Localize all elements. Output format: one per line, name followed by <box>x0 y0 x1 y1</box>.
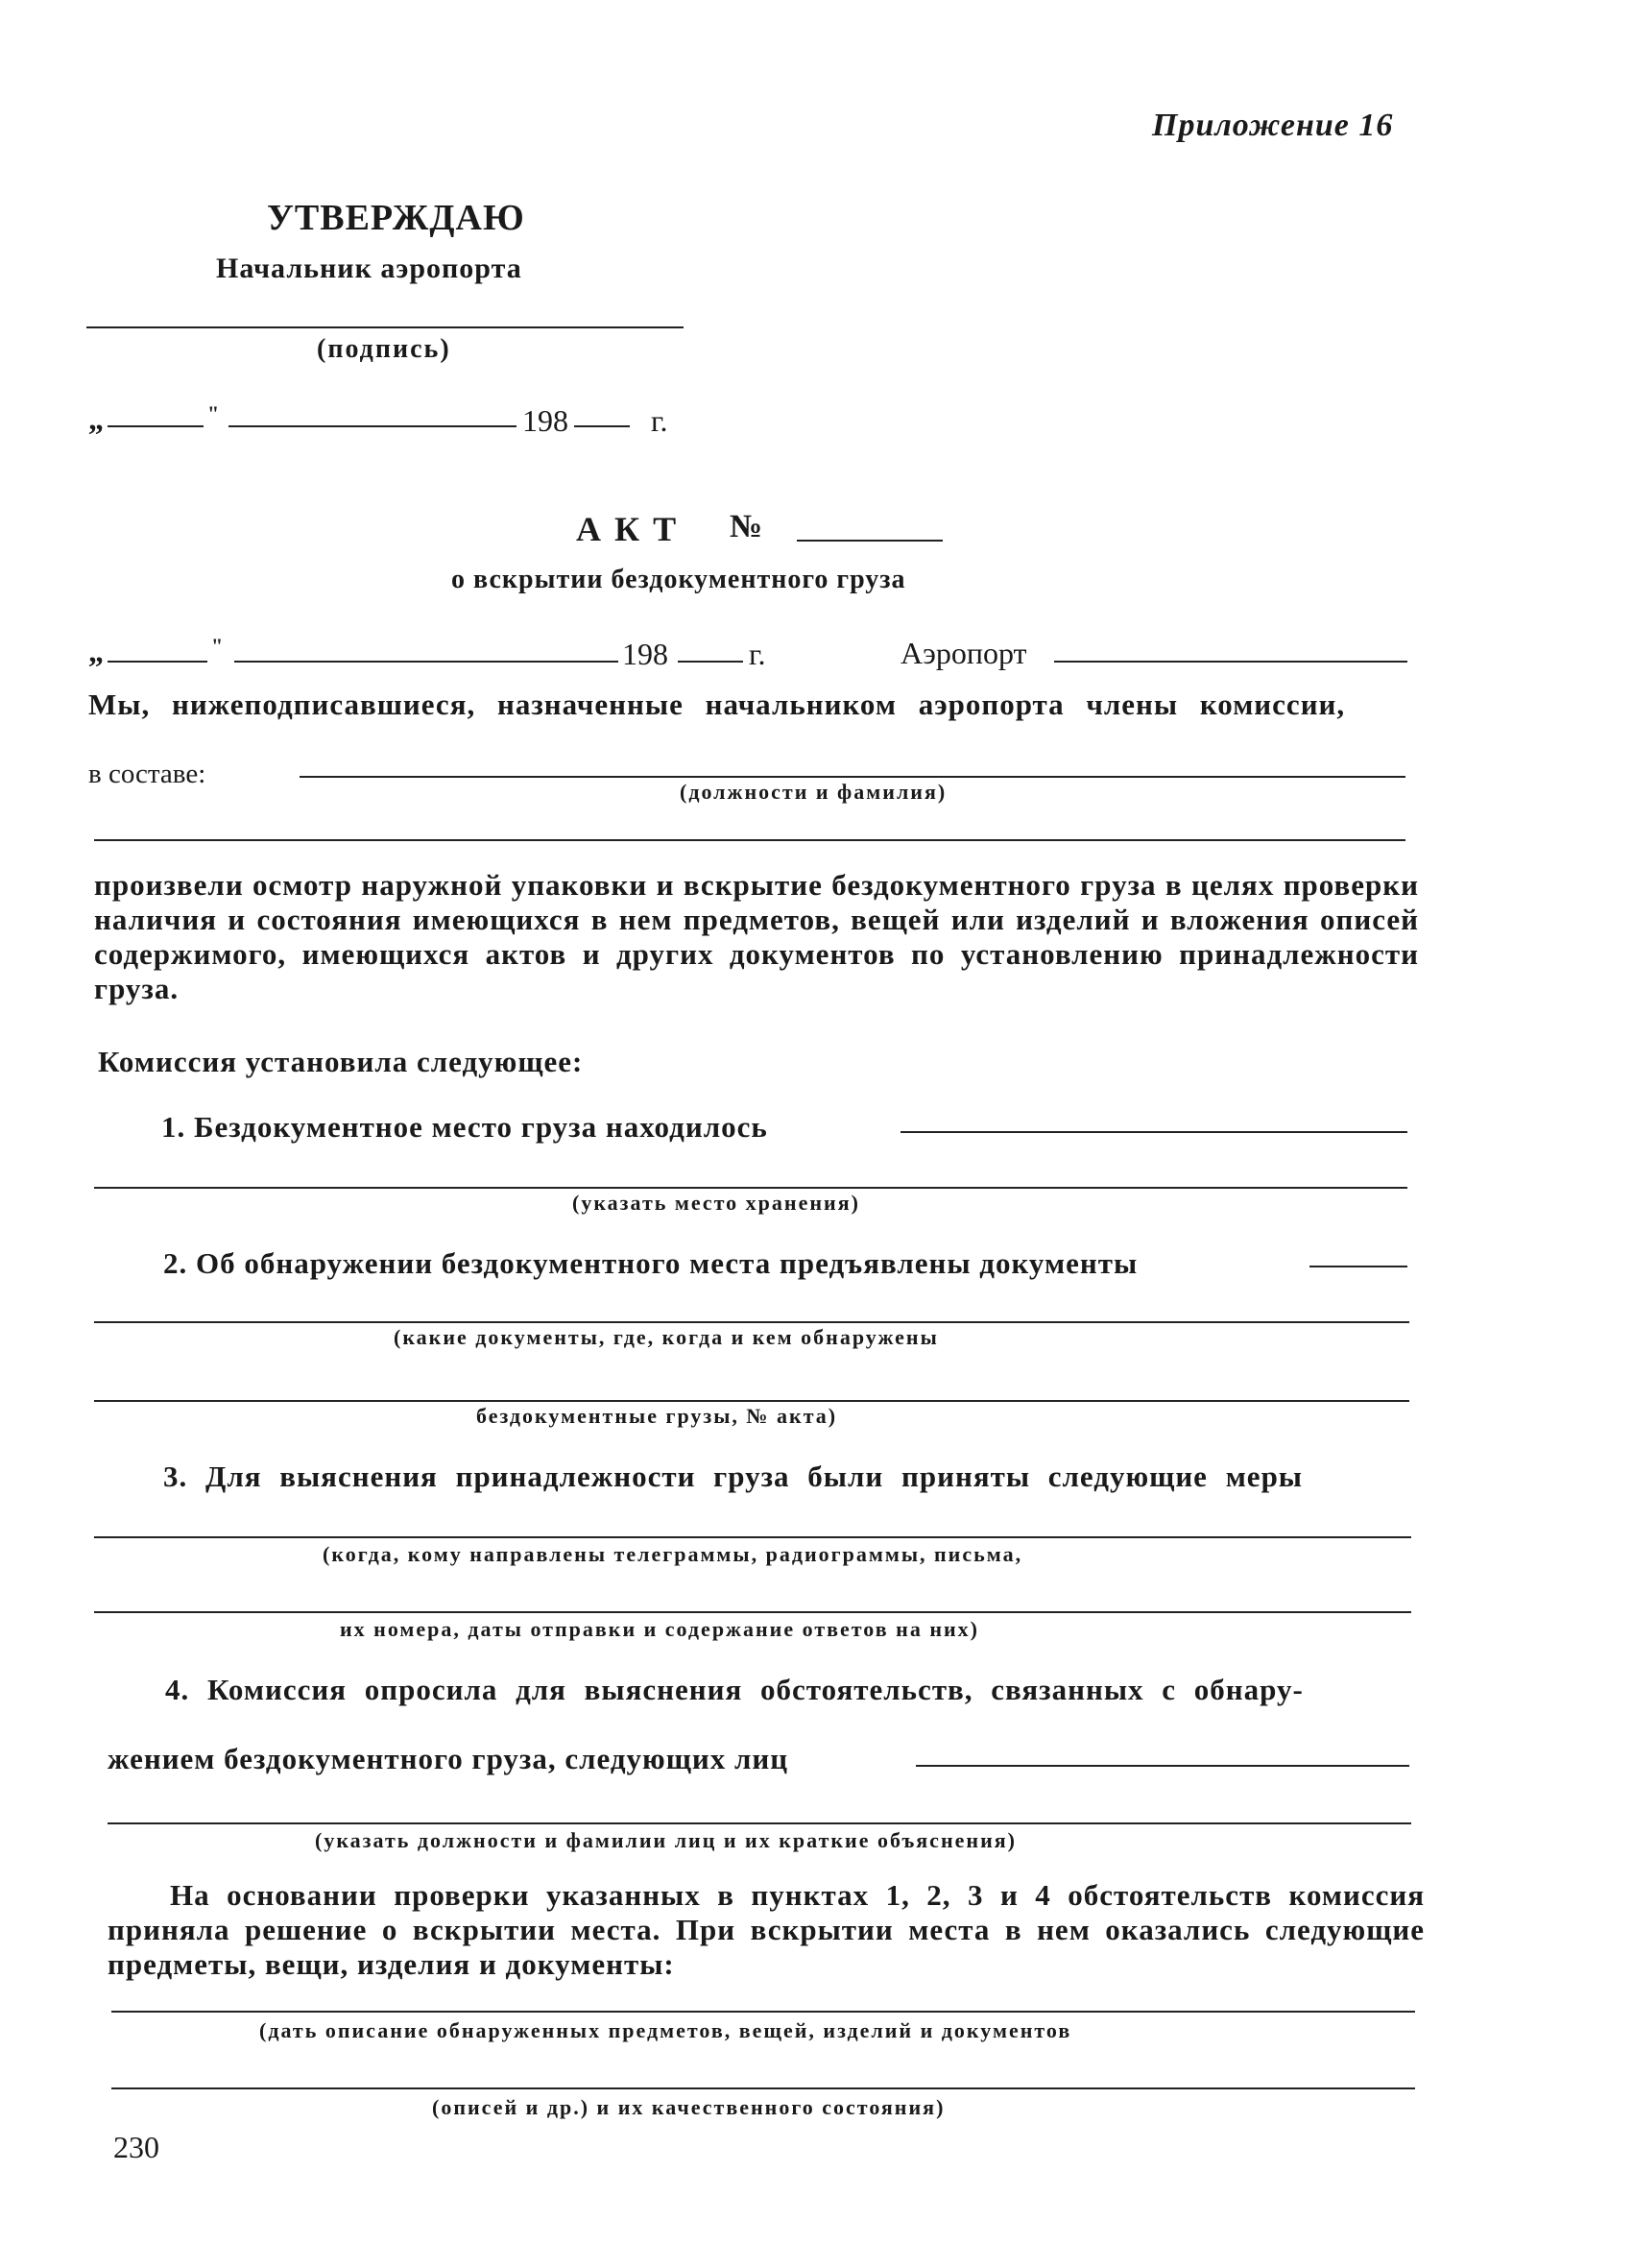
item-2-caption-2: бездокументные грузы, № акта) <box>476 1404 838 1428</box>
composition-line-2 <box>94 839 1405 841</box>
act-date-day-line <box>108 661 207 663</box>
act-title: АКТ <box>576 510 690 548</box>
act-date-year-line <box>678 661 743 663</box>
signature-caption: (подпись) <box>317 334 451 364</box>
approve-date-day-line <box>108 425 204 427</box>
findings-label: Комиссия установила следующее: <box>98 1045 584 1078</box>
approve-date-quote-open: „ <box>88 401 104 436</box>
item-1-text: 1. Бездокументное место груза находилось <box>161 1110 768 1144</box>
intro-line: Мы, нижеподписавшиеся, назначенные начальником аэропорта члены комиссии, <box>88 688 1346 721</box>
composition-caption: (должности и фамилия) <box>680 780 948 804</box>
item-3-caption-2: их номера, даты отправки и содержание ответов на них) <box>340 1617 979 1641</box>
item-3-text: 3. Для выяснения принадлежности груза были приняты следующие меры <box>163 1460 1304 1493</box>
item-1-fill-line <box>901 1131 1407 1133</box>
approve-date-year-line <box>574 425 630 427</box>
composition-label: в составе: <box>88 759 206 789</box>
approve-date-year: 198 <box>522 403 568 438</box>
item-4-fill-line <box>916 1765 1409 1767</box>
item-4-line <box>108 1822 1411 1824</box>
item-4-text: 4. Комиссия опросила для выяснения обстоятельств, связанных с обнару- <box>165 1673 1304 1706</box>
act-date-year: 198 <box>622 637 668 671</box>
conclusion-caption-2: (описей и др.) и их качественного состояния) <box>432 2095 946 2119</box>
intro-paragraph: произвели осмотр наружной упаковки и вскрытие бездокументного груза в целях проверки наличия и состояния имеющихся в нем предметов, вещей или изделий и вложения описей содержимого, имеющихся актов и других документов по установлению принадлежности груза. <box>94 868 1419 1005</box>
item-2-line-1 <box>94 1321 1409 1323</box>
item-3-line-1 <box>94 1536 1411 1538</box>
item-2-caption-1: (какие документы, где, когда и кем обнаружены <box>394 1325 939 1349</box>
act-date-quote-open: „ <box>88 634 104 668</box>
item-3-caption-1: (когда, кому направлены телеграммы, радиограммы, письма, <box>323 1542 1023 1566</box>
item-4-text-cont: жением бездокументного груза, следующих лиц <box>108 1742 789 1775</box>
conclusion-line-2 <box>111 2087 1415 2089</box>
appendix-label: Приложение 16 <box>1152 108 1394 143</box>
approve-date-quote-close: " <box>207 401 220 425</box>
approve-date-suffix: г. <box>651 403 668 438</box>
act-date-quote-close: " <box>211 634 224 658</box>
act-number-line <box>797 540 943 542</box>
item-3-line-2 <box>94 1611 1411 1613</box>
act-number-sign: № <box>730 509 763 544</box>
approve-date-month-line <box>228 425 516 427</box>
conclusion-caption-1: (дать описание обнаруженных предметов, вещей, изделий и документов <box>259 2018 1072 2042</box>
act-subtitle: о вскрытии бездокументного груза <box>451 565 906 594</box>
item-4-caption: (указать должности и фамилии лиц и их краткие объяснения) <box>315 1828 1017 1852</box>
act-date-month-line <box>234 661 618 663</box>
act-date-suffix: г. <box>749 637 766 671</box>
page-number: 230 <box>113 2130 159 2164</box>
composition-line <box>300 776 1405 778</box>
item-2-fill-line <box>1309 1266 1407 1267</box>
item-1-line <box>94 1187 1407 1189</box>
airport-line <box>1054 661 1407 663</box>
item-2-text: 2. Об обнаружении бездокументного места предъявлены документы <box>163 1246 1139 1280</box>
item-2-line-2 <box>94 1400 1409 1402</box>
approve-role: Начальник аэропорта <box>216 253 522 284</box>
conclusion-paragraph: На основании проверки указанных в пунктах 1, 2, 3 и 4 обстоятельств комиссия приняла решение о вскрытии места. При вскрытии места в нем оказались следующие предметы, вещи, изделия и документы: <box>108 1878 1425 1981</box>
signature-line <box>86 326 684 328</box>
conclusion-line-1 <box>111 2011 1415 2013</box>
item-1-caption: (указать место хранения) <box>572 1191 860 1215</box>
airport-label: Аэропорт <box>901 636 1027 670</box>
approve-title: УТВЕРЖДАЮ <box>267 198 525 238</box>
